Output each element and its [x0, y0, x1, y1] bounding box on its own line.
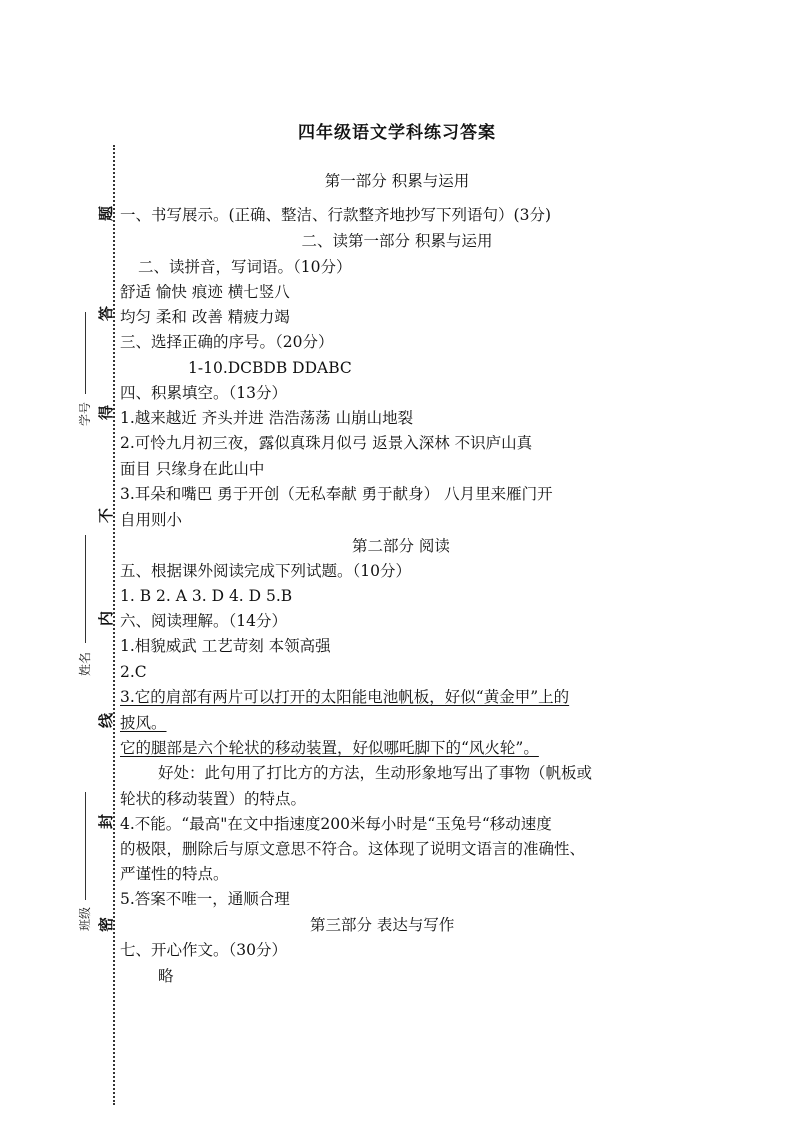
q6-text: 六、阅读理解。（14分）	[120, 612, 287, 630]
q7-answer: 略	[158, 967, 174, 985]
q6-answer-3-line-5: 轮状的移动装置）的特点。	[120, 790, 307, 808]
seal-char-5: 内	[97, 610, 116, 627]
q6-answer-4-line-3: 严谨性的特点。	[120, 865, 229, 883]
q6-answer-3-line-1: 3.它的肩部有两片可以打开的太阳能电池帆板，好似“黄金甲”上的	[120, 688, 570, 706]
q3-answer: 1-10.DCBDB DDABC	[188, 359, 352, 377]
part1-heading: 第一部分 积累与运用	[324, 172, 470, 190]
student-name-label: 姓名	[78, 651, 93, 677]
q4-answer-2-line-1: 2.可怜九月初三夜，露似真珠月似弓 返景入深林 不识庐山真	[120, 434, 533, 452]
q4-answer-3-line-1: 3.耳朵和嘴巴 勇于开创（无私奉献 勇于献身） 八月里来雁门开	[120, 485, 553, 503]
q6-answer-1: 1.相貌威武 工艺苛刻 本领高强	[120, 637, 331, 655]
q6-answer-3-line-2: 披风。	[120, 714, 167, 732]
class-line	[85, 792, 86, 900]
seal-char-7: 封	[97, 813, 116, 830]
q4-answer-2-line-2: 面目 只缘身在此山中	[120, 460, 265, 478]
seal-char-6: 线	[97, 712, 116, 729]
q6-answer-4-line-1: 4.不能。“最高"在文中指速度200米每小时是“玉兔号“移动速度	[120, 815, 552, 833]
seal-char-4: 不	[97, 507, 116, 524]
q4-answer-1: 1.越来越近 齐头并进 浩浩荡荡 山崩山地裂	[120, 409, 414, 427]
student-number-line	[85, 312, 86, 394]
seal-char-2: 答	[97, 305, 116, 322]
student-name-line	[85, 535, 86, 643]
q6-answer-5: 5.答案不唯一，通顺合理	[120, 890, 290, 908]
q2-answer-line-1: 舒适 愉快 痕迹 横七竖八	[120, 283, 290, 301]
q5-text: 五、根据课外阅读完成下列试题。（10分）	[120, 562, 411, 580]
q7-text: 七、开心作文。（30分）	[120, 941, 287, 959]
q1-text: 一、书写展示。(正确、整洁、行款整齐地抄写下列语句）(3分)	[120, 206, 552, 224]
q5-answer: 1. B 2. A 3. D 4. D 5.B	[120, 587, 293, 605]
q6-answer-3-line-4: 好处：此句用了打比方的方法，生动形象地写出了事物（帆板或	[158, 764, 593, 782]
student-number-label: 学号	[78, 401, 93, 427]
q1-copied-line: 二、读第一部分 积累与运用	[301, 232, 493, 250]
q2-text: 二、读拼音，写词语。（10分）	[138, 258, 352, 276]
part3-heading: 第三部分 表达与写作	[310, 916, 455, 934]
q6-answer-2: 2.C	[120, 663, 147, 681]
q2-answer-line-2: 均匀 柔和 改善 精疲力竭	[120, 308, 290, 326]
seal-char-1: 题	[97, 205, 116, 222]
page-title: 四年级语文学科练习答案	[298, 123, 496, 143]
q6-answer-4-line-2: 的极限，删除后与原文意思不符合。这体现了说明文语言的准确性、	[120, 840, 586, 858]
seal-char-3: 得	[97, 404, 116, 421]
seal-char-8: 密	[97, 916, 116, 933]
part2-heading: 第二部分 阅读	[352, 537, 450, 555]
q3-text: 三、选择正确的序号。（20分）	[120, 333, 334, 351]
q4-answer-3-line-2: 自用则小	[120, 511, 183, 529]
q6-answer-3-line-3: 它的腿部是六个轮状的移动装置，好似哪吒脚下的“风火轮”。	[120, 739, 539, 757]
class-label: 班级	[78, 906, 93, 932]
q4-text: 四、积累填空。（13分）	[120, 384, 287, 402]
